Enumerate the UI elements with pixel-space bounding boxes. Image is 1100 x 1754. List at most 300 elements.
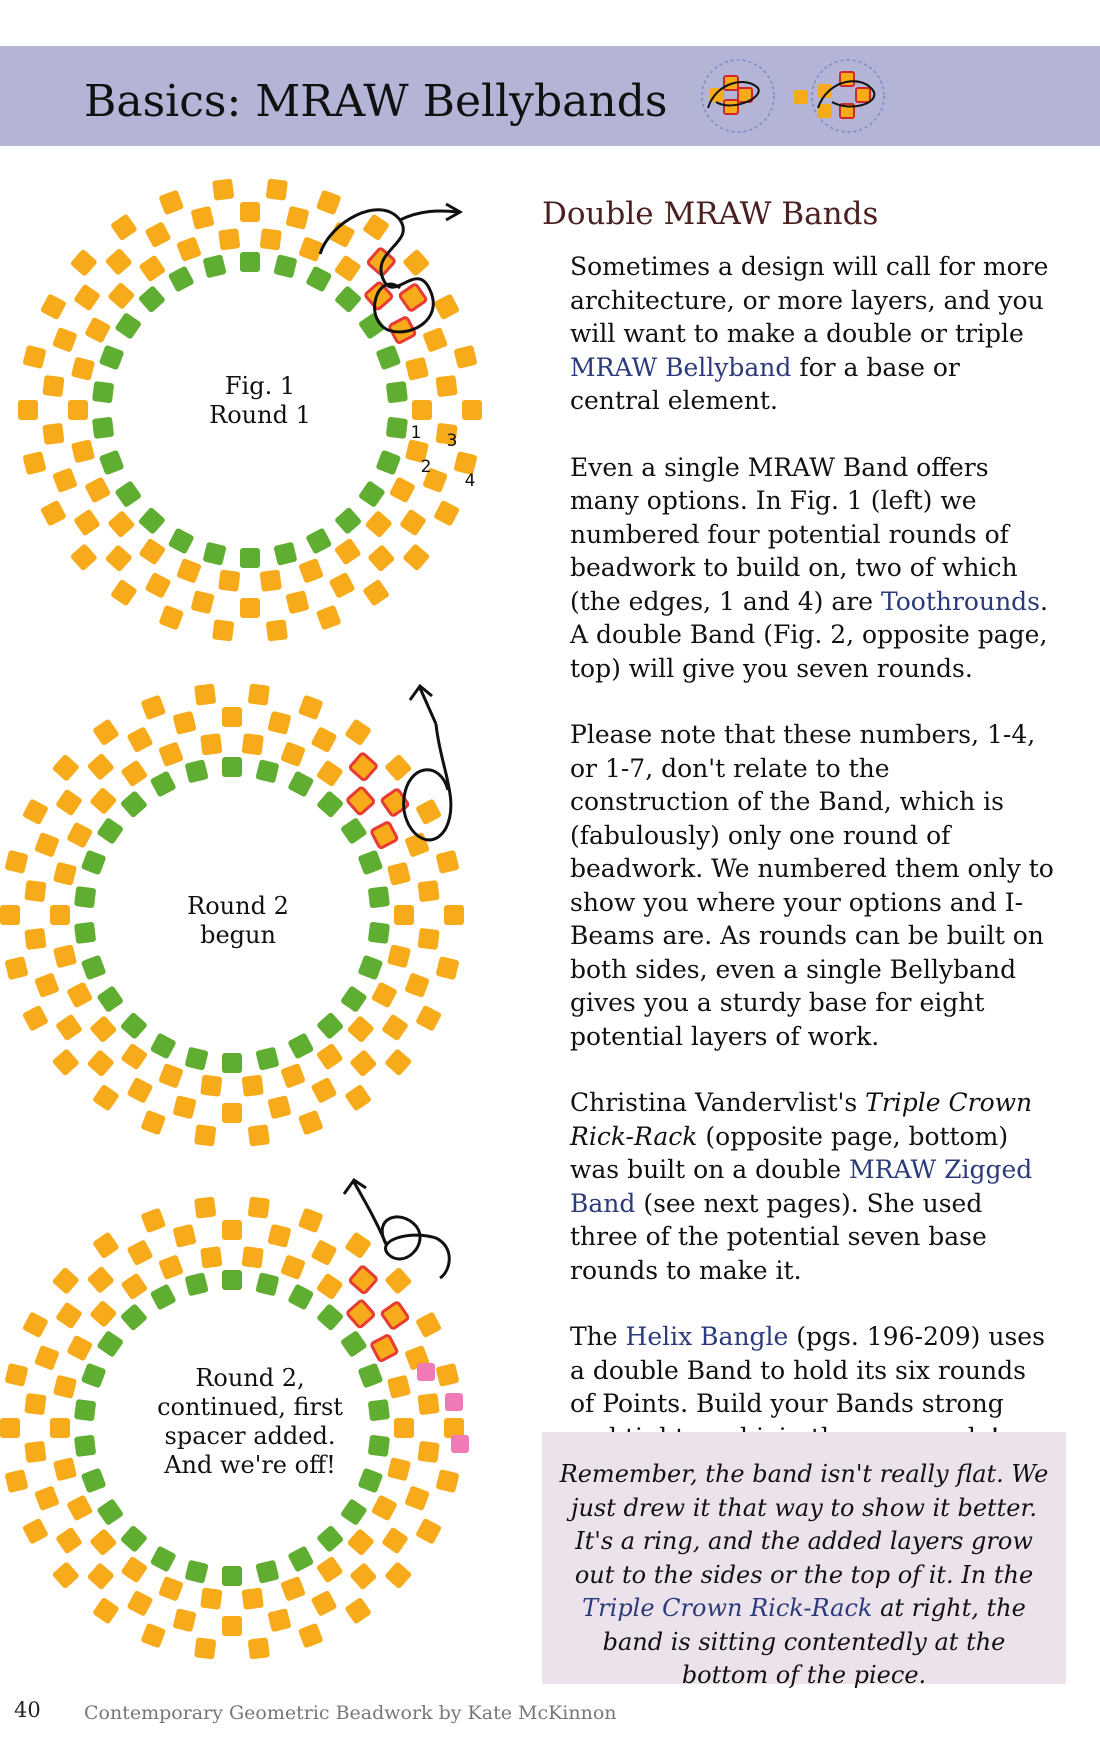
- orange-bead: [285, 590, 309, 614]
- orange-bead: [140, 1208, 166, 1234]
- orange-bead: [144, 221, 171, 248]
- green-bead: [96, 817, 124, 845]
- orange-bead: [222, 1103, 242, 1123]
- orange-bead: [66, 1335, 93, 1362]
- paragraph-text: (opposite page, bottom) was built on a double: [570, 1121, 1009, 1184]
- orange-bead: [66, 1494, 93, 1521]
- paragraph-text: (pgs. 196-209) uses a double Band to hold its six rounds of Points. Build your Bands strong: [570, 1322, 1045, 1418]
- page-number: 40: [14, 1698, 41, 1722]
- orange-bead: [140, 695, 166, 721]
- orange-bead: [387, 862, 411, 886]
- green-bead: [150, 1032, 177, 1059]
- green-bead: [150, 770, 177, 797]
- orange-bead: [191, 206, 215, 230]
- green-bead: [150, 1283, 177, 1310]
- orange-bead: [22, 1311, 49, 1338]
- orange-bead: [158, 741, 184, 767]
- orange-bead: [110, 213, 138, 241]
- orange-bead: [298, 1208, 324, 1234]
- green-bead: [287, 1283, 314, 1310]
- mraw-continue-icon: [794, 60, 884, 132]
- orange-bead: [4, 1363, 28, 1387]
- orange-bead: [334, 538, 362, 566]
- orange-bead: [242, 1588, 264, 1610]
- orange-bead: [34, 1485, 60, 1511]
- green-bead: [386, 381, 408, 403]
- green-bead: [368, 886, 390, 908]
- thread-arrow-icon: [410, 686, 436, 724]
- orange-bead: [387, 944, 411, 968]
- orange-bead: [55, 1014, 83, 1042]
- orange-bead: [73, 284, 101, 312]
- orange-bead: [404, 972, 430, 998]
- orange-bead: [200, 733, 222, 755]
- orange-bead: [316, 759, 344, 787]
- orange-bead: [415, 798, 442, 825]
- paragraph-text: for a base or central element.: [570, 352, 960, 415]
- green-bead: [273, 542, 297, 566]
- highlighted-bead: [371, 1335, 398, 1362]
- green-bead: [316, 790, 344, 818]
- orange-bead: [87, 753, 115, 781]
- thread-path: [382, 1217, 449, 1278]
- orange-bead: [387, 1457, 411, 1481]
- orange-bead: [140, 1623, 166, 1649]
- orange-bead: [260, 228, 282, 250]
- orange-bead: [412, 400, 432, 420]
- orange-bead: [120, 1272, 148, 1300]
- green-bead: [203, 542, 227, 566]
- green-bead: [368, 1435, 390, 1457]
- green-bead: [358, 850, 384, 876]
- orange-bead: [194, 683, 216, 705]
- green-bead: [305, 527, 332, 554]
- orange-bead: [285, 206, 309, 230]
- toothrounds-link[interactable]: Toothrounds: [880, 586, 1041, 616]
- green-bead: [287, 1032, 314, 1059]
- orange-bead: [280, 1063, 306, 1089]
- orange-bead: [417, 1393, 439, 1415]
- orange-bead: [433, 293, 460, 320]
- orange-bead: [310, 1239, 337, 1266]
- paragraph-text: . A double Band (Fig. 2, opposite page, top) will give you seven rounds.: [570, 586, 1048, 683]
- green-bead: [305, 265, 332, 292]
- orange-bead: [422, 327, 448, 353]
- green-bead: [168, 527, 195, 554]
- orange-bead: [298, 236, 324, 262]
- orange-bead: [126, 1590, 153, 1617]
- orange-bead: [34, 832, 60, 858]
- green-bead: [316, 1525, 344, 1553]
- green-bead: [203, 254, 227, 278]
- green-bead: [81, 850, 107, 876]
- figure-3-caption-line: Round 2,: [195, 1364, 305, 1392]
- paragraph-text: (see next pages). She used three of the potential seven base rounds to make it.: [570, 1188, 987, 1285]
- orange-bead: [435, 1363, 459, 1387]
- orange-bead: [73, 509, 101, 537]
- orange-bead: [4, 956, 28, 980]
- green-bead: [368, 922, 390, 944]
- orange-bead: [402, 543, 430, 571]
- orange-bead: [138, 538, 166, 566]
- green-bead: [120, 1525, 148, 1553]
- green-bead: [185, 1047, 209, 1071]
- orange-bead: [120, 1043, 148, 1071]
- orange-bead: [89, 1300, 117, 1328]
- orange-bead: [66, 822, 93, 849]
- orange-bead: [200, 1075, 222, 1097]
- green-bead: [340, 817, 368, 845]
- orange-bead: [50, 905, 70, 925]
- orange-bead: [212, 178, 234, 200]
- orange-bead: [280, 1576, 306, 1602]
- green-bead: [222, 1566, 242, 1586]
- figure-1-caption-line: Round 1: [209, 401, 311, 429]
- green-bead: [358, 955, 384, 981]
- figure-3-caption: [130, 1364, 370, 1480]
- orange-bead: [52, 1561, 80, 1589]
- orange-bead: [248, 1124, 270, 1146]
- orange-bead: [53, 1375, 77, 1399]
- orange-bead: [70, 249, 98, 277]
- orange-bead: [4, 1469, 28, 1493]
- orange-bead: [316, 1043, 344, 1071]
- orange-bead: [40, 293, 67, 320]
- orange-bead: [70, 543, 98, 571]
- figure-2: [0, 660, 520, 1160]
- orange-bead: [120, 759, 148, 787]
- green-bead: [334, 507, 362, 535]
- paragraph-3: Please note that these numbers, 1-4, or 1-7, don't relate to the construction of the Band, which is (fabulously) only one round of beadwork. We numbered them only to show you where your options and I-Beams are. As rounds can be built on both sides, even a single Bellyband gives you a sturdy base for eight potential layers of work.: [570, 720, 1054, 1051]
- orange-bead: [22, 345, 46, 369]
- triple-crown-link[interactable]: Triple Crown Rick-Rack: [582, 1594, 873, 1622]
- paragraph-text: Even a single MRAW Band offers many options. In Fig. 1 (left) we numbered four potential rounds of beadwork to build on, two of which (the edges, 1 and 4) are: [570, 452, 1018, 616]
- orange-bead: [362, 213, 390, 241]
- green-bead: [96, 1498, 124, 1526]
- orange-bead: [42, 375, 64, 397]
- mraw-bellyband-link[interactable]: MRAW Bellyband: [570, 352, 792, 382]
- orange-bead: [435, 375, 457, 397]
- orange-bead: [24, 1441, 46, 1463]
- orange-bead: [212, 619, 234, 641]
- green-bead: [114, 312, 142, 340]
- orange-bead: [24, 928, 46, 950]
- orange-bead: [371, 981, 398, 1008]
- orange-bead: [248, 1196, 270, 1218]
- green-bead: [74, 922, 96, 944]
- orange-bead: [222, 707, 242, 727]
- orange-bead: [71, 439, 95, 463]
- orange-bead: [415, 1311, 442, 1338]
- orange-bead: [173, 711, 197, 735]
- green-bead: [273, 254, 297, 278]
- orange-bead: [92, 1231, 120, 1259]
- orange-bead: [347, 1015, 375, 1043]
- orange-bead: [24, 880, 46, 902]
- orange-bead: [435, 956, 459, 980]
- header-bead-icons: [672, 48, 932, 144]
- orange-bead: [107, 510, 135, 538]
- orange-bead: [444, 905, 464, 925]
- orange-bead: [42, 423, 64, 445]
- orange-bead: [138, 254, 166, 282]
- orange-bead: [120, 1556, 148, 1584]
- orange-bead: [34, 1345, 60, 1371]
- paragraph-text: Christina Vandervlist's: [570, 1088, 866, 1117]
- round-number-label: 4: [464, 471, 476, 491]
- orange-bead: [53, 944, 77, 968]
- orange-bead: [110, 579, 138, 607]
- orange-bead: [126, 1239, 153, 1266]
- orange-bead: [158, 605, 184, 631]
- figure-2-caption-line: Round 2: [187, 892, 289, 920]
- orange-bead: [158, 1063, 184, 1089]
- orange-bead: [140, 1110, 166, 1136]
- orange-bead: [18, 400, 38, 420]
- orange-bead: [173, 1608, 197, 1632]
- note-text: [556, 1458, 1052, 1693]
- orange-bead: [435, 1469, 459, 1493]
- figure-2-caption: [138, 892, 338, 950]
- green-bead: [222, 1053, 242, 1073]
- orange-bead: [55, 1302, 83, 1330]
- orange-bead: [435, 850, 459, 874]
- green-bead: [138, 507, 166, 535]
- figure-3-caption-line: And we're off!: [164, 1451, 336, 1479]
- orange-bead: [126, 1077, 153, 1104]
- orange-bead: [280, 741, 306, 767]
- orange-bead: [381, 1527, 409, 1555]
- orange-bead: [176, 236, 202, 262]
- orange-bead: [362, 579, 390, 607]
- orange-bead: [53, 1457, 77, 1481]
- green-bead: [185, 1560, 209, 1584]
- green-bead: [81, 1468, 107, 1494]
- figure-3-caption-line: continued, first: [157, 1393, 343, 1421]
- green-bead: [255, 1047, 279, 1071]
- orange-bead: [218, 570, 240, 592]
- green-bead: [255, 1560, 279, 1584]
- green-bead: [99, 450, 125, 476]
- section-heading: Double MRAW Bands: [542, 196, 879, 232]
- orange-bead: [316, 1556, 344, 1584]
- orange-bead: [52, 327, 78, 353]
- orange-bead: [87, 1562, 115, 1590]
- orange-bead: [107, 282, 135, 310]
- orange-bead: [240, 598, 260, 618]
- orange-bead: [40, 500, 67, 527]
- orange-bead: [404, 1485, 430, 1511]
- green-bead: [255, 1272, 279, 1296]
- orange-bead: [71, 357, 95, 381]
- highlighted-bead: [399, 284, 427, 312]
- orange-bead: [200, 1246, 222, 1268]
- orange-bead: [200, 1588, 222, 1610]
- orange-bead: [34, 972, 60, 998]
- orange-bead: [316, 1272, 344, 1300]
- orange-bead: [405, 357, 429, 381]
- green-bead: [334, 285, 362, 313]
- highlighted-bead: [371, 822, 398, 849]
- green-bead: [92, 417, 114, 439]
- orange-bead: [328, 572, 355, 599]
- orange-bead: [22, 1005, 49, 1032]
- green-bead: [185, 1272, 209, 1296]
- green-bead: [99, 345, 125, 371]
- orange-bead: [22, 1518, 49, 1545]
- orange-bead: [4, 850, 28, 874]
- orange-bead: [344, 1084, 372, 1112]
- orange-bead: [381, 1014, 409, 1042]
- note-text-part: Remember, the band isn't really flat. We just drew it that way to show it better. It's a ring, and the added layers grow out to the sides or the top of it. In the: [559, 1460, 1049, 1589]
- orange-bead: [417, 1441, 439, 1463]
- green-bead: [120, 790, 148, 818]
- orange-bead: [240, 202, 260, 222]
- orange-bead: [266, 619, 288, 641]
- paragraph-4: [570, 1086, 1056, 1287]
- orange-bead: [53, 862, 77, 886]
- orange-bead: [248, 683, 270, 705]
- figure-3: [0, 1160, 520, 1680]
- note-text-part: at right, the band is sitting contentedly at the bottom of the piece.: [602, 1594, 1026, 1689]
- green-bead: [340, 1498, 368, 1526]
- body-text: [570, 250, 1056, 1487]
- orange-bead: [92, 1084, 120, 1112]
- paragraph-1: [570, 250, 1056, 418]
- orange-bead: [52, 467, 78, 493]
- pink-spacer-bead: [417, 1363, 435, 1381]
- orange-bead: [55, 789, 83, 817]
- orange-bead: [399, 509, 427, 537]
- figure-1-caption: [160, 372, 360, 430]
- orange-bead: [66, 981, 93, 1008]
- figure-1-caption-line: Fig. 1: [224, 372, 296, 400]
- orange-bead: [50, 1418, 70, 1438]
- orange-bead: [298, 1623, 324, 1649]
- green-bead: [92, 381, 114, 403]
- orange-bead: [89, 1528, 117, 1556]
- orange-bead: [347, 1528, 375, 1556]
- orange-bead: [89, 1015, 117, 1043]
- highlighted-bead: [347, 787, 375, 815]
- orange-bead: [0, 905, 20, 925]
- green-bead: [150, 1545, 177, 1572]
- orange-bead: [310, 1077, 337, 1104]
- orange-bead: [52, 1267, 80, 1295]
- triple-crown-title: Triple Crown Rick-Rack: [570, 1088, 1033, 1151]
- orange-bead: [387, 1375, 411, 1399]
- orange-bead: [316, 605, 342, 631]
- orange-bead: [92, 1597, 120, 1625]
- orange-bead: [267, 1224, 291, 1248]
- orange-bead: [242, 1246, 264, 1268]
- green-bead: [368, 1399, 390, 1421]
- orange-bead: [384, 1048, 412, 1076]
- orange-bead: [84, 476, 111, 503]
- green-bead: [74, 1435, 96, 1457]
- orange-bead: [105, 544, 133, 572]
- orange-bead: [280, 1254, 306, 1280]
- orange-bead: [316, 190, 342, 216]
- green-bead: [340, 1330, 368, 1358]
- orange-bead: [402, 249, 430, 277]
- orange-bead: [158, 190, 184, 216]
- orange-bead: [92, 718, 120, 746]
- orange-bead: [415, 1005, 442, 1032]
- green-bead: [316, 1012, 344, 1040]
- green-bead: [287, 1545, 314, 1572]
- figure-1: [0, 150, 520, 670]
- orange-bead: [417, 880, 439, 902]
- orange-bead: [194, 1124, 216, 1146]
- orange-bead: [242, 733, 264, 755]
- orange-bead: [173, 1095, 197, 1119]
- orange-bead: [52, 754, 80, 782]
- figure-3-caption-line: spacer added.: [164, 1422, 336, 1450]
- note-box: [542, 1432, 1066, 1689]
- orange-bead: [310, 726, 337, 753]
- orange-bead: [266, 178, 288, 200]
- orange-bead: [191, 590, 215, 614]
- orange-bead: [298, 1110, 324, 1136]
- green-bead: [81, 1363, 107, 1389]
- orange-bead: [453, 345, 477, 369]
- orange-bead: [87, 1049, 115, 1077]
- orange-bead: [267, 1608, 291, 1632]
- header-band: [0, 46, 1100, 146]
- orange-bead: [144, 572, 171, 599]
- orange-bead: [52, 1048, 80, 1076]
- orange-bead: [310, 1590, 337, 1617]
- orange-bead: [384, 1561, 412, 1589]
- orange-bead: [222, 1220, 242, 1240]
- helix-bangle-link[interactable]: Helix Bangle: [625, 1322, 789, 1351]
- orange-bead: [344, 1231, 372, 1259]
- orange-bead: [394, 1418, 414, 1438]
- orange-bead: [242, 1075, 264, 1097]
- orange-bead: [176, 558, 202, 584]
- orange-bead: [384, 1267, 412, 1295]
- orange-bead: [462, 400, 482, 420]
- orange-bead: [371, 1494, 398, 1521]
- round-number-label: 1: [410, 423, 422, 443]
- green-bead: [316, 1303, 344, 1331]
- orange-bead: [55, 1527, 83, 1555]
- green-bead: [240, 548, 260, 568]
- orange-bead: [194, 1196, 216, 1218]
- orange-bead: [433, 500, 460, 527]
- orange-bead: [126, 726, 153, 753]
- paragraph-text: The: [570, 1322, 626, 1351]
- green-bead: [185, 759, 209, 783]
- orange-bead: [173, 1224, 197, 1248]
- figure-2-caption-line: begun: [200, 921, 276, 949]
- green-bead: [81, 955, 107, 981]
- orange-bead: [105, 248, 133, 276]
- orange-bead: [22, 451, 46, 475]
- orange-bead: [84, 317, 111, 344]
- green-bead: [96, 1330, 124, 1358]
- orange-bead: [298, 558, 324, 584]
- orange-bead: [349, 1562, 377, 1590]
- green-bead: [114, 480, 142, 508]
- orange-bead: [367, 544, 395, 572]
- mraw-zigged-band-link[interactable]: MRAW Zigged Band: [570, 1155, 1033, 1218]
- green-bead: [255, 759, 279, 783]
- pink-spacer-bead: [451, 1435, 469, 1453]
- green-bead: [340, 985, 368, 1013]
- orange-bead: [267, 1095, 291, 1119]
